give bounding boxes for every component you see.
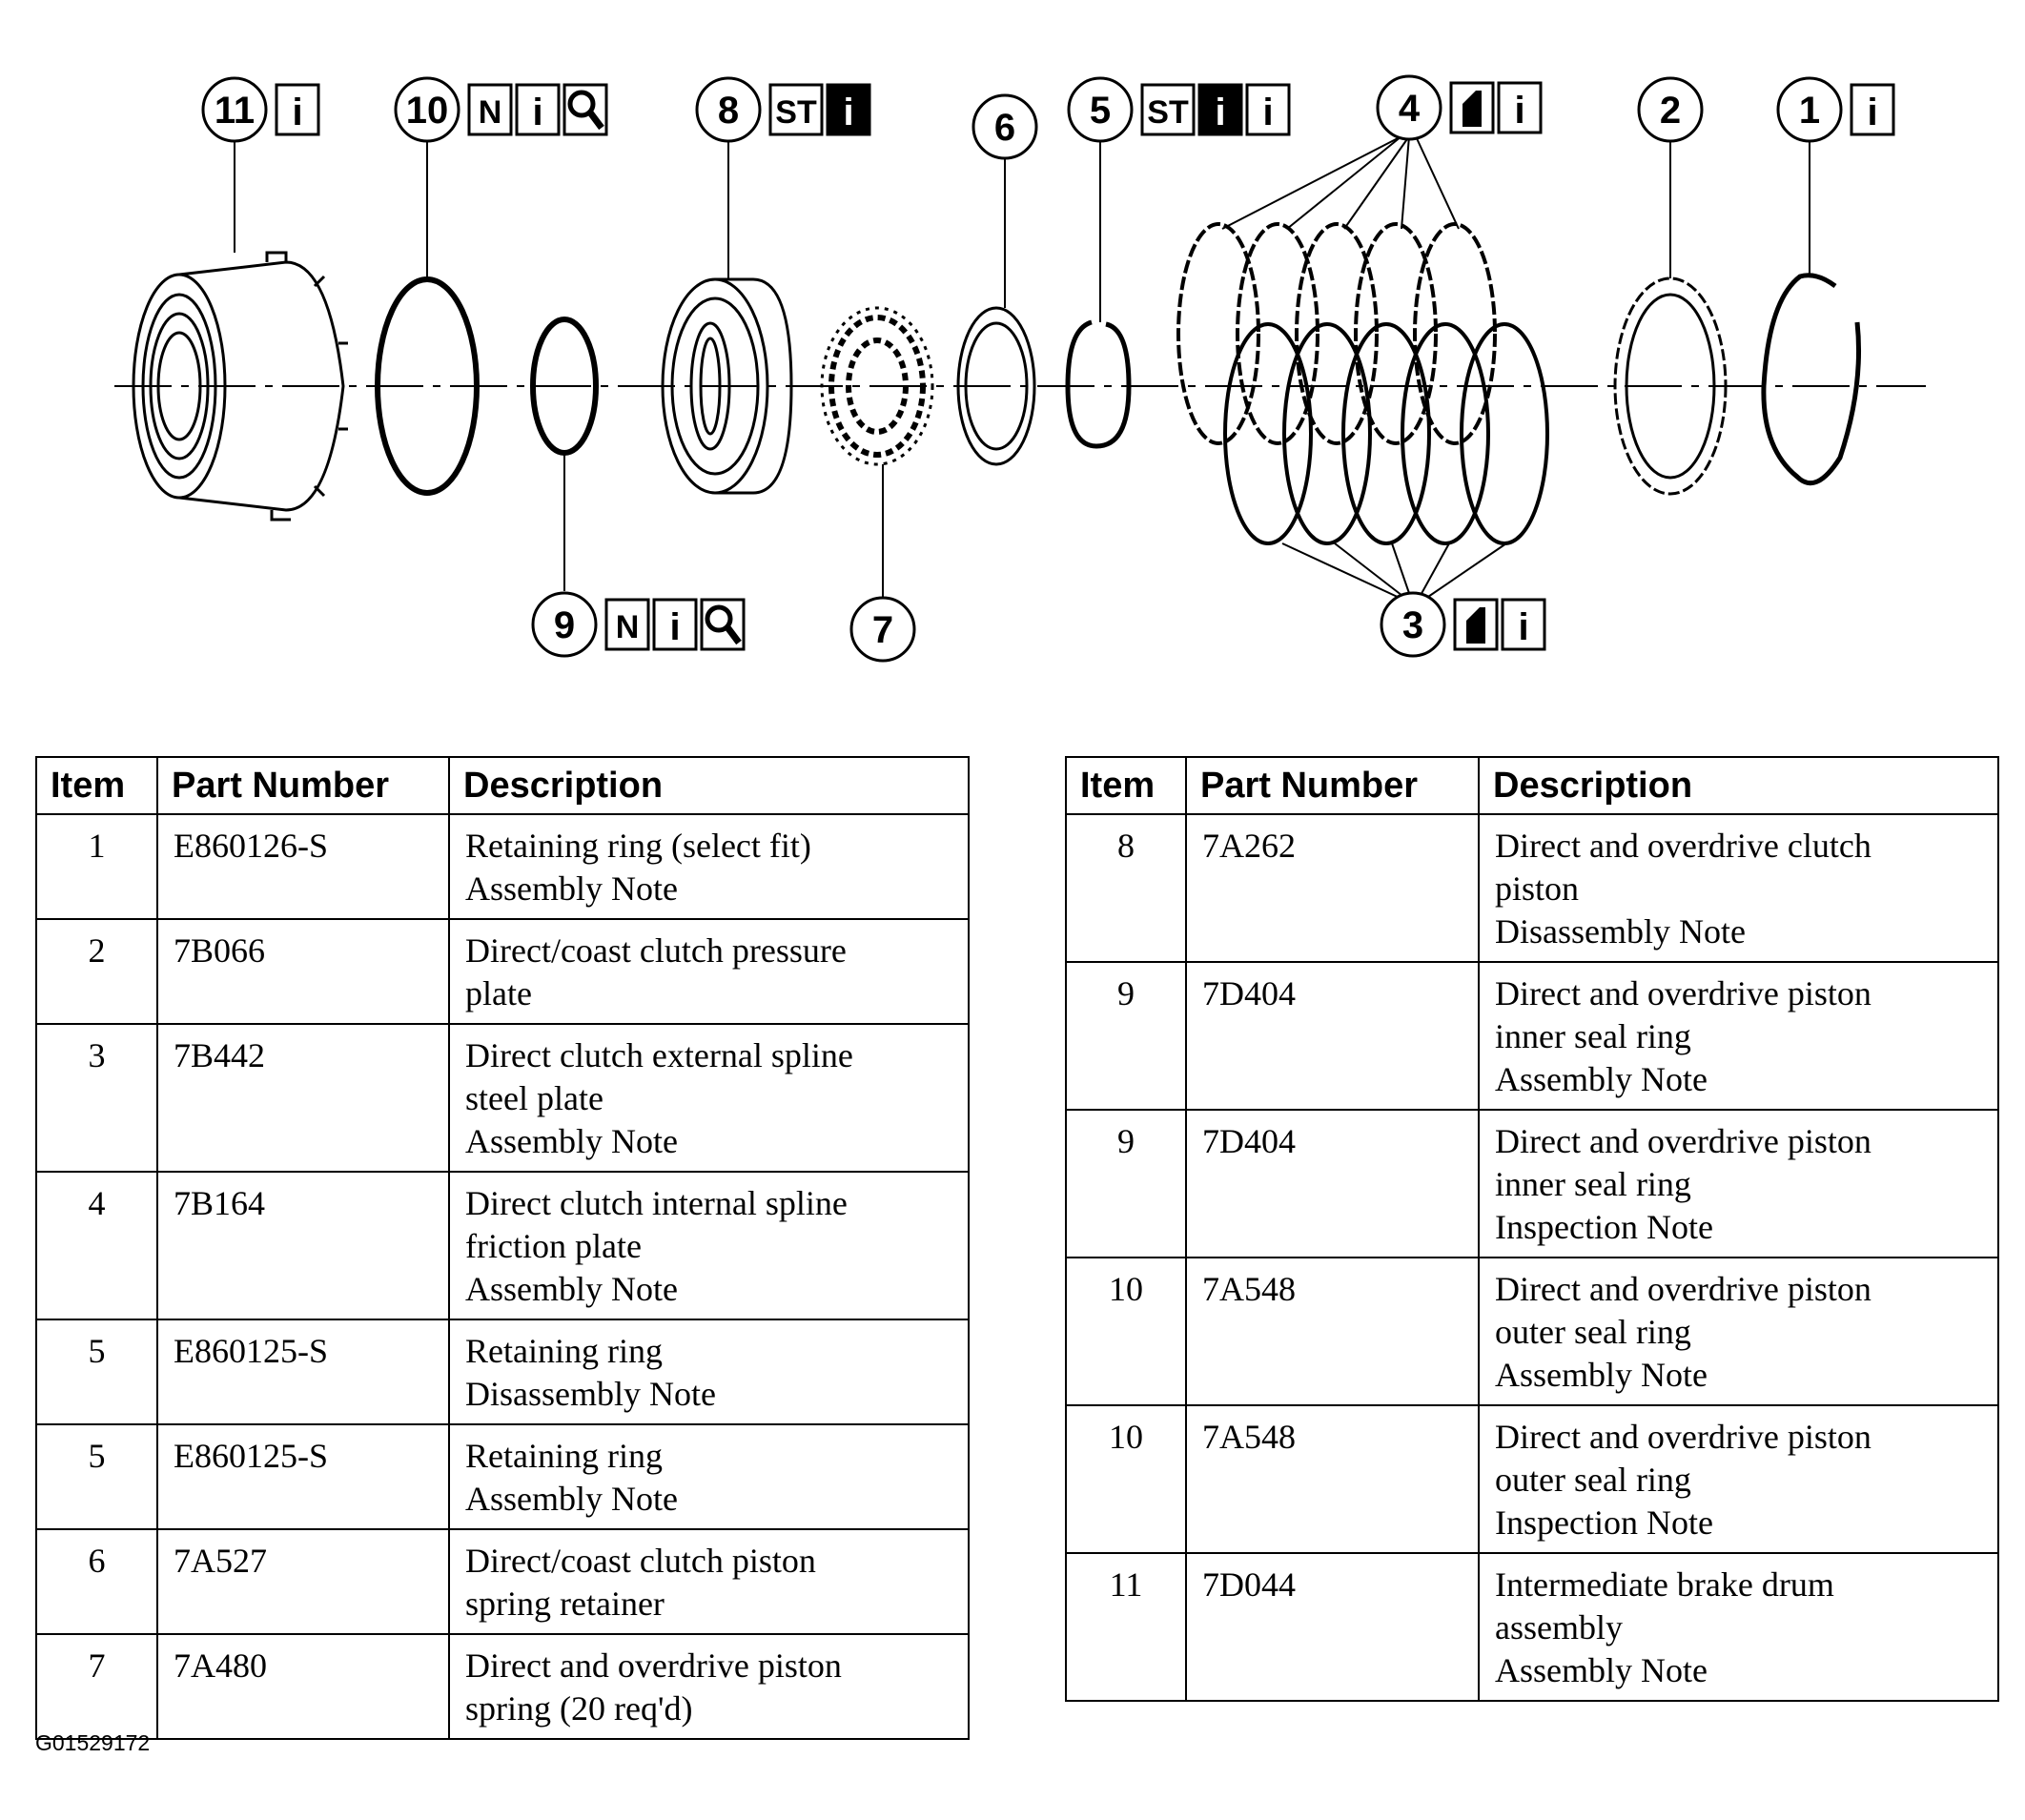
- description-line: Direct and overdrive piston: [1495, 1418, 1872, 1456]
- badge-i: [276, 85, 318, 134]
- badge-i: [517, 85, 559, 134]
- cell-part-number: 7A480: [157, 1634, 449, 1739]
- table-row: [36, 814, 969, 919]
- badge-i: [1503, 600, 1544, 649]
- badge-magnifier: [564, 85, 606, 134]
- description-line: spring retainer: [465, 1585, 665, 1623]
- table-row: [1066, 1405, 1998, 1553]
- callout-4: [1378, 76, 1541, 139]
- description-line: Assembly Note: [1495, 1356, 1708, 1394]
- description-line: Assembly Note: [465, 1480, 678, 1518]
- part-drawings: [114, 224, 1926, 543]
- description-line: Disassembly Note: [1495, 912, 1746, 951]
- callout-6: [973, 95, 1036, 158]
- description-line: assembly: [1495, 1608, 1623, 1646]
- badge-i: [654, 600, 696, 649]
- retaining-ring-1-drawing: [1764, 276, 1859, 483]
- badge-ST: [770, 85, 822, 134]
- cell-part-number: E860125-S: [157, 1424, 449, 1529]
- badge-half-filled: [1455, 600, 1497, 649]
- header-item: Item: [1066, 757, 1186, 814]
- callout-5: [1069, 78, 1289, 141]
- callout-number: 8: [717, 90, 740, 132]
- description-line: plate: [465, 974, 532, 1012]
- special-tool-icon: ST: [775, 94, 817, 131]
- table-row: [1066, 1110, 1998, 1258]
- callout-number: 7: [871, 609, 894, 651]
- cell-item: 2: [36, 919, 157, 1024]
- description-line: Intermediate brake drum: [1495, 1565, 1834, 1604]
- table-row: [36, 1634, 969, 1739]
- description-line: spring (20 req'd): [465, 1689, 693, 1728]
- header-part-number: Part Number: [157, 757, 449, 814]
- description-line: Direct/coast clutch pressure: [465, 931, 847, 970]
- table-row: [36, 919, 969, 1024]
- badge-N: [469, 85, 511, 134]
- cell-item: 5: [36, 1424, 157, 1529]
- cell-item: 6: [36, 1529, 157, 1634]
- info-icon: i: [1518, 606, 1529, 648]
- cell-description: [449, 1319, 969, 1424]
- cell-description: [1479, 1553, 1998, 1701]
- info-icon: i: [1514, 90, 1525, 132]
- steel-plates-drawing: [1225, 324, 1547, 543]
- table-body-left: [36, 814, 969, 1739]
- info-icon: i: [532, 92, 543, 133]
- leader-lines: [235, 136, 1810, 601]
- cell-description: [449, 1024, 969, 1172]
- cell-description: [1479, 1110, 1998, 1258]
- cell-description: [1479, 962, 1998, 1110]
- info-icon: i: [669, 606, 681, 648]
- badge-magnifier: [702, 600, 744, 649]
- cell-description: [449, 1424, 969, 1529]
- callout-number: 3: [1401, 604, 1424, 646]
- callout-number: 5: [1089, 90, 1112, 132]
- badge-half-filled: [1451, 83, 1493, 133]
- parts-table-left: [35, 756, 970, 1740]
- info-icon: i: [843, 92, 854, 133]
- callout-10: [396, 78, 606, 141]
- cell-description: [449, 1634, 969, 1739]
- description-line: Assembly Note: [465, 1270, 678, 1308]
- badge-i: [1851, 85, 1893, 134]
- callout-9: [533, 593, 744, 656]
- description-line: Direct clutch external spline: [465, 1036, 853, 1074]
- new-part-icon: N: [615, 609, 640, 645]
- cell-item: 9: [1066, 1110, 1186, 1258]
- table-row: [36, 1172, 969, 1319]
- callout-7: [851, 598, 914, 661]
- callout-3: [1381, 593, 1544, 656]
- new-part-icon: N: [478, 94, 502, 131]
- table-row: [36, 1529, 969, 1634]
- description-line: inner seal ring: [1495, 1165, 1691, 1203]
- badge-i-filled: [1199, 85, 1241, 134]
- description-line: Assembly Note: [465, 869, 678, 908]
- description-line: Disassembly Note: [465, 1375, 716, 1413]
- callout-2: [1639, 78, 1702, 141]
- callout-number: 2: [1659, 90, 1682, 132]
- cell-part-number: 7A548: [1186, 1258, 1479, 1405]
- cell-description: [1479, 1405, 1998, 1553]
- cell-description: [1479, 814, 1998, 962]
- badge-N: [606, 600, 648, 649]
- callout-8: [697, 78, 869, 141]
- header-item: Item: [36, 757, 157, 814]
- description-line: friction plate: [465, 1227, 642, 1265]
- description-line: Direct and overdrive piston: [1495, 1122, 1872, 1160]
- cell-item: 9: [1066, 962, 1186, 1110]
- cell-item: 10: [1066, 1258, 1186, 1405]
- description-line: Retaining ring: [465, 1332, 663, 1370]
- description-line: Retaining ring: [465, 1437, 663, 1475]
- cell-item: 8: [1066, 814, 1186, 962]
- cell-item: 10: [1066, 1405, 1186, 1553]
- description-line: Direct/coast clutch piston: [465, 1542, 816, 1580]
- cell-part-number: 7D404: [1186, 962, 1479, 1110]
- table-row: [36, 1424, 969, 1529]
- callout-number: 1: [1798, 90, 1821, 132]
- cell-part-number: 7A548: [1186, 1405, 1479, 1553]
- cell-item: 1: [36, 814, 157, 919]
- cell-part-number: 7B066: [157, 919, 449, 1024]
- cell-item: 7: [36, 1634, 157, 1739]
- cell-item: 4: [36, 1172, 157, 1319]
- table-body-right: [1066, 814, 1998, 1701]
- description-line: outer seal ring: [1495, 1313, 1691, 1351]
- cell-part-number: 7A262: [1186, 814, 1479, 962]
- table-row: [36, 1024, 969, 1172]
- table-row: [1066, 962, 1998, 1110]
- description-line: Direct and overdrive piston: [465, 1646, 842, 1685]
- cell-description: [449, 919, 969, 1024]
- description-line: inner seal ring: [1495, 1017, 1691, 1055]
- description-line: Direct clutch internal spline: [465, 1184, 848, 1222]
- callout-1: [1778, 78, 1893, 141]
- cell-part-number: 7A527: [157, 1529, 449, 1634]
- description-line: steel plate: [465, 1079, 603, 1117]
- callout-11: [203, 78, 318, 141]
- header-part-number: Part Number: [1186, 757, 1479, 814]
- table-row: [1066, 1553, 1998, 1701]
- callout-number: 11: [214, 90, 256, 132]
- info-icon: i: [1262, 92, 1274, 133]
- callout-layer: [203, 76, 1893, 661]
- cell-item: 5: [36, 1319, 157, 1424]
- cell-description: [449, 1529, 969, 1634]
- cell-part-number: 7D404: [1186, 1110, 1479, 1258]
- description-line: Assembly Note: [465, 1122, 678, 1160]
- description-line: Retaining ring (select fit): [465, 827, 811, 865]
- callout-number: 10: [405, 90, 449, 132]
- header-description: Description: [449, 757, 969, 814]
- cell-description: [449, 1172, 969, 1319]
- description-line: Assembly Note: [1495, 1060, 1708, 1098]
- cell-part-number: E860126-S: [157, 814, 449, 919]
- description-line: Inspection Note: [1495, 1208, 1713, 1246]
- info-icon: i: [1867, 92, 1878, 133]
- header-description: Description: [1479, 757, 1998, 814]
- cell-part-number: E860125-S: [157, 1319, 449, 1424]
- retaining-ring-5-drawing: [1068, 322, 1129, 446]
- cell-part-number: 7B442: [157, 1024, 449, 1172]
- badge-ST: [1142, 85, 1194, 134]
- table-row: [36, 1319, 969, 1424]
- special-tool-icon: ST: [1147, 94, 1189, 131]
- table-row: [1066, 1258, 1998, 1405]
- description-line: Direct and overdrive piston: [1495, 974, 1872, 1012]
- parts-table-right: [1065, 756, 1999, 1702]
- table-header-row: [1066, 757, 1998, 814]
- description-line: outer seal ring: [1495, 1461, 1691, 1499]
- cell-item: 11: [1066, 1553, 1186, 1701]
- exploded-parts-diagram: [0, 0, 2025, 686]
- cell-item: 3: [36, 1024, 157, 1172]
- cell-description: [449, 814, 969, 919]
- callout-number: 9: [553, 604, 576, 646]
- description-line: Assembly Note: [1495, 1651, 1708, 1689]
- cell-part-number: 7B164: [157, 1172, 449, 1319]
- table-header-row: [36, 757, 969, 814]
- callout-number: 4: [1398, 88, 1421, 130]
- badge-i: [1499, 83, 1541, 133]
- badge-i: [1247, 85, 1289, 134]
- description-line: Direct and overdrive piston: [1495, 1270, 1872, 1308]
- info-icon: i: [1215, 92, 1226, 133]
- callout-number: 6: [993, 107, 1016, 149]
- info-icon: i: [292, 92, 303, 133]
- description-line: piston: [1495, 869, 1580, 908]
- table-row: [1066, 814, 1998, 962]
- description-line: Direct and overdrive clutch: [1495, 827, 1872, 865]
- badge-i-filled: [828, 85, 869, 134]
- figure-code: G01529172: [35, 1730, 151, 1755]
- cell-description: [1479, 1258, 1998, 1405]
- cell-part-number: 7D044: [1186, 1553, 1479, 1701]
- description-line: Inspection Note: [1495, 1503, 1713, 1542]
